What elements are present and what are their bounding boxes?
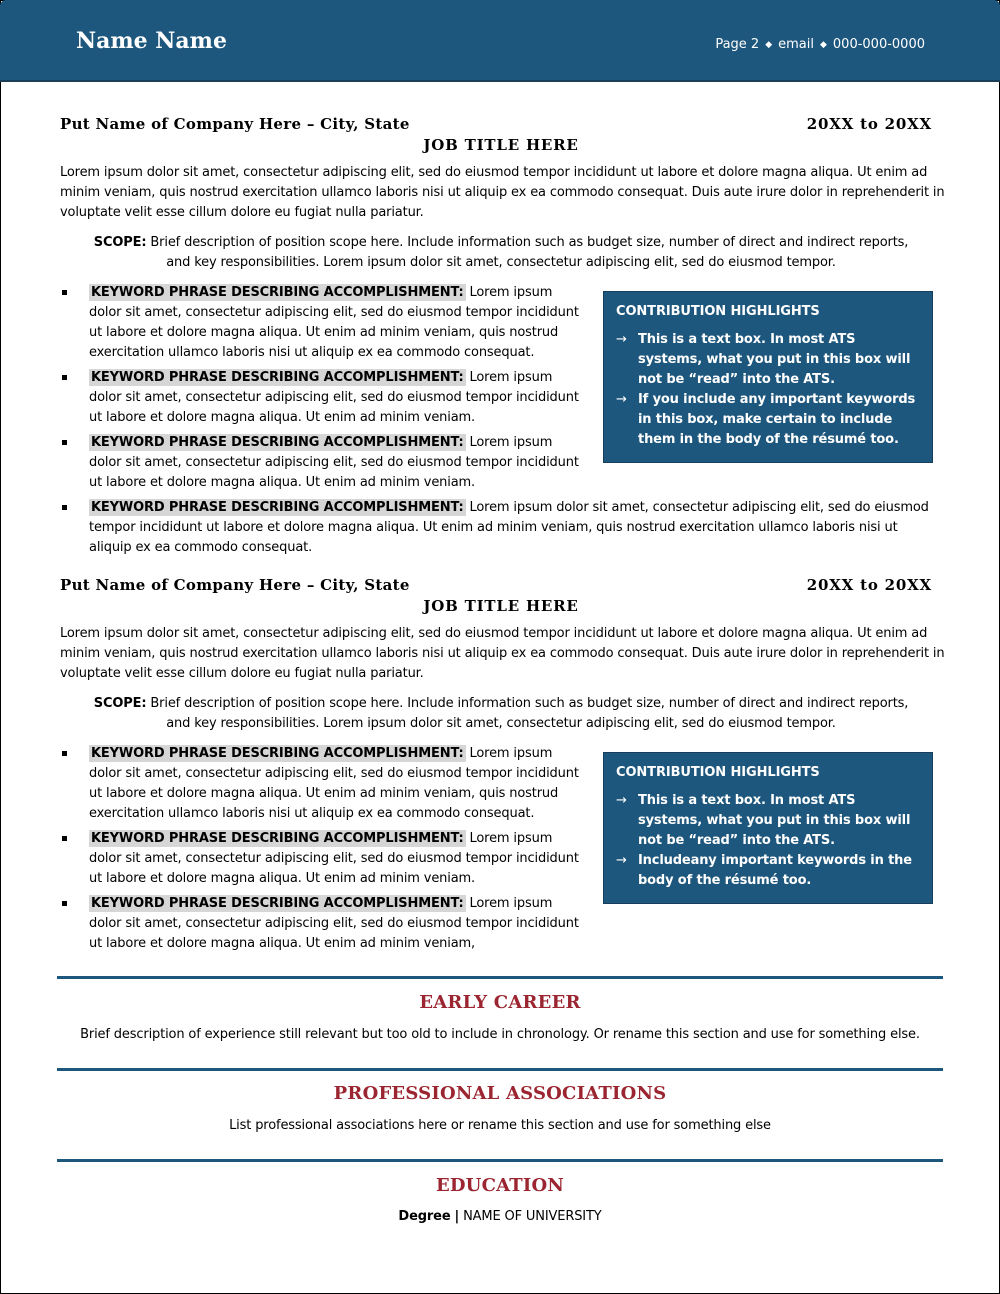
right-arrow-icon: →	[616, 793, 627, 808]
job-summary: Lorem ipsum dolor sit amet, consectetur adipiscing elit, sed do eiusmod tempor incididunt ut labore et dolore magna aliqua. Ut enim ad minim veniam, quis nostrud exercitation ullamco laboris nisi ut aliquip ex ea commodo consequat. Duis aute irure dolor in reprehenderit in voluptate velit esse cillum dolore eu fugiat nulla pariatur.	[60, 165, 945, 220]
job-title: JOB TITLE HERE	[423, 136, 579, 154]
highlight-text: Includeany important keywords in the body of the résumé too.	[638, 853, 912, 888]
section-divider	[57, 976, 943, 979]
job-title: JOB TITLE HERE	[423, 597, 579, 615]
early-career-text: Brief description of experience still relevant but too old to include in chronology. Or rename this section and use for something else.	[80, 1027, 920, 1042]
square-bullet-icon	[62, 836, 67, 841]
right-arrow-icon: →	[616, 332, 627, 347]
highlights-title: CONTRIBUTION HIGHLIGHTS	[616, 765, 820, 780]
job-dates: 20XX to 20XX	[806, 576, 932, 594]
highlight-text: This is a text box. In most ATS systems, what you put in this box will not be “read” into the ATS.	[638, 793, 911, 848]
highlight-item	[616, 851, 920, 891]
section-divider	[57, 1159, 943, 1162]
associations-text: List professional associations here or rename this section and use for something else	[229, 1118, 771, 1133]
keyword-phrase: KEYWORD PHRASE DESCRIBING ACCOMPLISHMENT:	[91, 370, 464, 385]
right-arrow-icon: →	[616, 853, 627, 868]
phone-text: 000-000-0000	[832, 37, 925, 52]
bullet-text: Lorem ipsum dolor sit amet, consectetur adipiscing elit, sed do eiusmod tempor incididunt ut labore et dolore magna aliqua. Ut enim ad minim veniam.	[89, 435, 579, 490]
keyword-phrase: KEYWORD PHRASE DESCRIBING ACCOMPLISHMENT:	[91, 746, 464, 761]
job-summary: Lorem ipsum dolor sit amet, consectetur adipiscing elit, sed do eiusmod tempor incididunt ut labore et dolore magna aliqua. Ut enim ad minim veniam, quis nostrud exercitation ullamco laboris nisi ut aliquip ex ea commodo consequat. Duis aute irure dolor in reprehenderit in voluptate velit esse cillum dolore eu fugiat nulla pariatur.	[60, 626, 945, 681]
highlight-item	[616, 390, 920, 450]
email-text: email	[778, 37, 814, 52]
scope-label: SCOPE:	[93, 235, 147, 250]
list-item	[60, 894, 584, 954]
right-arrow-icon: →	[616, 392, 627, 407]
section-divider	[57, 1068, 943, 1071]
job-scope	[60, 233, 942, 273]
keyword-phrase: KEYWORD PHRASE DESCRIBING ACCOMPLISHMENT:	[91, 831, 464, 846]
education-heading: EDUCATION	[435, 1175, 565, 1196]
square-bullet-icon	[62, 751, 67, 756]
education-entry	[0, 1209, 1000, 1224]
degree-text: Degree	[398, 1209, 451, 1224]
list-item	[60, 368, 584, 428]
accomplishment-list	[60, 283, 942, 558]
company-row	[60, 576, 942, 596]
scope-text: Brief description of position scope here. Include information such as budget size, number of direct and indirect reports, and key responsibilities. Lorem ipsum dolor sit amet, consectetur adipiscing elit, sed do eiusmod tempor.	[150, 696, 909, 731]
bullet-text: Lorem ipsum dolor sit amet, consectetur adipiscing elit, sed do eiusmod tempor incididunt ut labore et dolore magna aliqua. Ut enim ad minim veniam.	[89, 370, 579, 425]
scope-text: Brief description of position scope here. Include information such as budget size, number of direct and indirect reports, and key responsibilities. Lorem ipsum dolor sit amet, consectetur adipiscing elit, sed do eiusmod tempor.	[150, 235, 909, 270]
university-text: NAME OF UNIVERSITY	[463, 1209, 602, 1224]
square-bullet-icon	[62, 375, 67, 380]
list-item	[60, 744, 584, 824]
bullet-text: Lorem ipsum dolor sit amet, consectetur adipiscing elit, sed do eiusmod tempor incididunt ut labore et dolore magna aliqua. Ut enim ad minim veniam,	[89, 896, 579, 951]
job-scope	[60, 694, 942, 734]
highlight-item	[616, 330, 920, 390]
associations-heading: PROFESSIONAL ASSOCIATIONS	[333, 1083, 667, 1104]
candidate-name: Name Name	[76, 28, 227, 54]
company-row	[60, 115, 942, 135]
list-item	[60, 433, 584, 493]
job-entry	[60, 115, 945, 563]
square-bullet-icon	[62, 440, 67, 445]
square-bullet-icon	[62, 505, 67, 510]
list-item	[60, 283, 584, 363]
diamond-icon: ◆	[765, 40, 773, 50]
bullet-text: Lorem ipsum dolor sit amet, consectetur adipiscing elit, sed do eiusmod tempor incididunt ut labore et dolore magna aliqua. Ut enim ad minim veniam, quis nostrud exercitation ullamco laboris nisi ut aliquip ex ea commodo consequat.	[89, 500, 929, 555]
list-item	[60, 498, 942, 558]
company-name: Put Name of Company Here – City, State	[60, 115, 410, 133]
keyword-phrase: KEYWORD PHRASE DESCRIBING ACCOMPLISHMENT:	[91, 285, 464, 300]
keyword-phrase: KEYWORD PHRASE DESCRIBING ACCOMPLISHMENT:	[91, 896, 464, 911]
job-entry	[60, 576, 945, 959]
contact-line	[715, 37, 925, 52]
company-name: Put Name of Company Here – City, State	[60, 576, 410, 594]
keyword-phrase: KEYWORD PHRASE DESCRIBING ACCOMPLISHMENT:	[91, 500, 464, 515]
page-header	[0, 0, 1000, 82]
divider-text: |	[454, 1209, 460, 1224]
highlight-item	[616, 791, 920, 851]
scope-label: SCOPE:	[93, 696, 147, 711]
highlight-text: This is a text box. In most ATS systems, what you put in this box will not be “read” into the ATS.	[638, 332, 911, 387]
square-bullet-icon	[62, 901, 67, 906]
bullet-text: Lorem ipsum dolor sit amet, consectetur adipiscing elit, sed do eiusmod tempor incididunt ut labore et dolore magna aliqua. Ut enim ad minim veniam.	[89, 831, 579, 886]
highlight-text: If you include any important keywords in this box, make certain to include them in the body of the résumé too.	[638, 392, 916, 447]
bullet-text: Lorem ipsum dolor sit amet, consectetur adipiscing elit, sed do eiusmod tempor incididunt ut labore et dolore magna aliqua. Ut enim ad minim veniam, quis nostrud exercitation ullamco laboris nisi ut aliquip ex ea commodo consequat.	[89, 285, 579, 360]
diamond-icon: ◆	[819, 40, 827, 50]
job-dates: 20XX to 20XX	[806, 115, 932, 133]
square-bullet-icon	[62, 290, 67, 295]
early-career-heading: EARLY CAREER	[419, 992, 581, 1013]
contribution-highlights-box	[603, 291, 933, 463]
contribution-highlights-box	[603, 752, 933, 904]
keyword-phrase: KEYWORD PHRASE DESCRIBING ACCOMPLISHMENT:	[91, 435, 464, 450]
page-number: Page 2	[715, 37, 760, 52]
accomplishment-list	[60, 744, 942, 954]
list-item	[60, 829, 584, 889]
highlights-title: CONTRIBUTION HIGHLIGHTS	[616, 304, 820, 319]
bullet-text: Lorem ipsum dolor sit amet, consectetur adipiscing elit, sed do eiusmod tempor incididunt ut labore et dolore magna aliqua. Ut enim ad minim veniam, quis nostrud exercitation ullamco laboris nisi ut aliquip ex ea commodo consequat.	[89, 746, 579, 821]
